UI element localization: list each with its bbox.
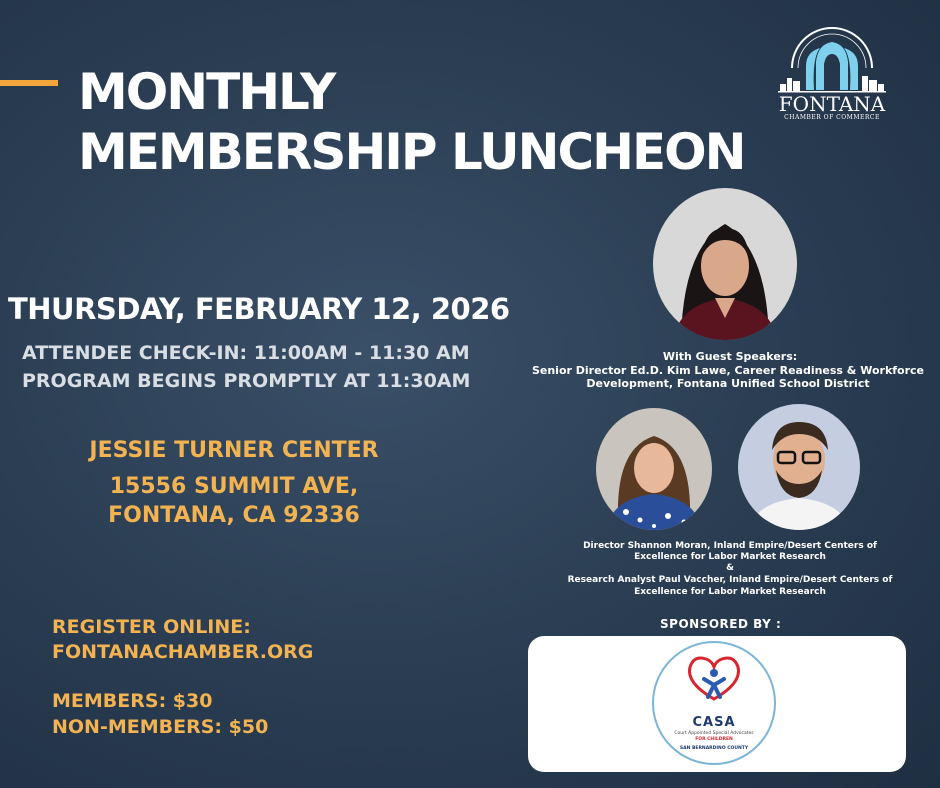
speaker-main-line-2: Development, Fontana Unified School District [586,377,870,390]
checkin-time: ATTENDEE CHECK-IN: 11:00AM - 11:30 AM [22,342,470,364]
speaker-photo-shannon-moran [596,408,712,530]
program-time: PROGRAM BEGINS PROMPTLY AT 11:30AM [22,370,471,392]
speaker-b-line-2: Excellence for Labor Market Research [634,552,826,562]
logo-name: FONTANA [778,92,886,116]
venue-name: JESSIE TURNER CENTER [89,438,379,463]
guest-speakers-intro: With Guest Speakers: [662,350,798,363]
venue-street: 15556 SUMMIT AVE, [109,474,359,499]
casa-heart-icon [654,643,774,723]
speaker-photo-paul-vaccher [738,404,860,530]
sponsored-by-label: SPONSORED BY : [660,617,782,631]
speaker-b-line-1: Director Shannon Moran, Inland Empire/Desert Centers of [583,541,877,551]
member-price: MEMBERS: $30 [52,690,213,712]
speaker-b-line-3: Research Analyst Paul Vaccher, Inland Empire/Desert Centers of [567,575,893,585]
speaker-ampersand: & [726,563,734,573]
register-url: FONTANACHAMBER.ORG [52,641,314,663]
speaker-main-line-1: Senior Director Ed.D. Kim Lawe, Career Readiness & Workforce [531,364,925,377]
title-line-2: MEMBERSHIP LUNCHEON [78,123,745,181]
title-line-1: MONTHLY [78,63,335,121]
register-label: REGISTER ONLINE: [52,616,251,638]
event-title [78,62,745,182]
venue-city: FONTANA, CA 92336 [108,503,360,528]
casa-name: CASA [692,715,736,730]
logo-subtitle: CHAMBER OF COMMERCE [784,114,880,121]
speaker-photo-kim-lawe [653,188,797,340]
casa-subtitle-2: FOR CHILDREN [695,737,733,742]
nonmember-price: NON-MEMBERS: $50 [52,716,269,738]
event-date: THURSDAY, FEBRUARY 12, 2026 [8,292,510,326]
casa-subtitle-3: SAN BERNARDINO COUNTY [679,746,749,751]
accent-bar [0,80,58,86]
casa-subtitle-1: Court Appointed Special Advocates [674,731,754,736]
speaker-b-line-4: Excellence for Labor Market Research [634,587,826,597]
